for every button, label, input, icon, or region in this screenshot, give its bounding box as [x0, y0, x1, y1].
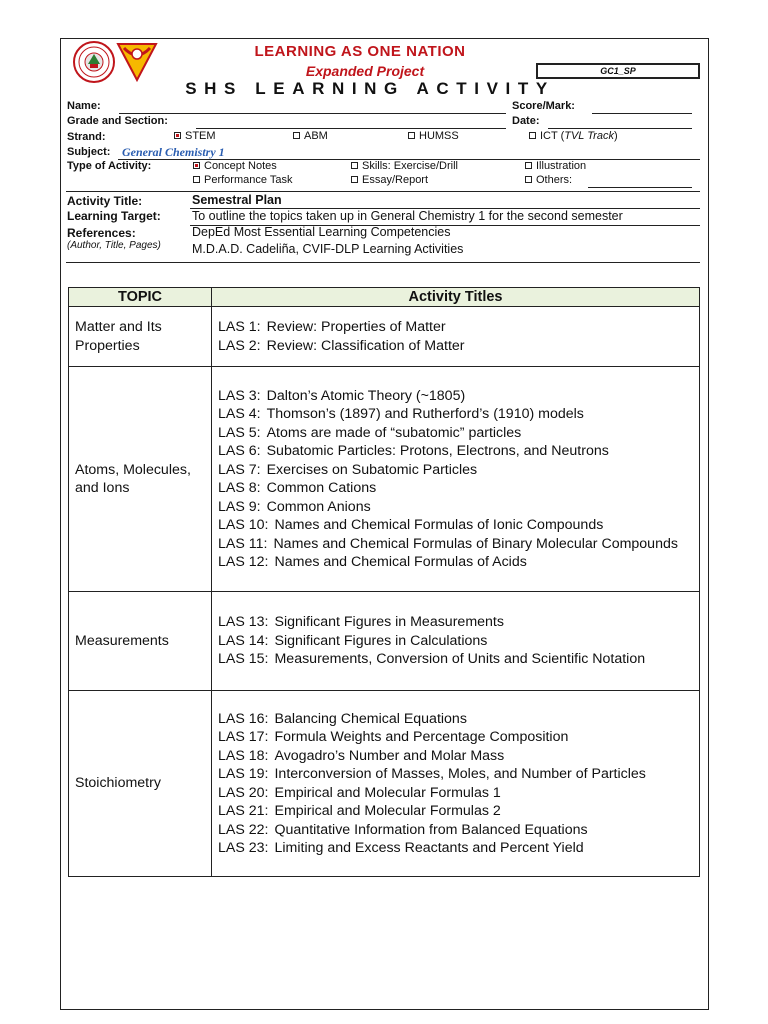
date-label: Date:	[512, 115, 540, 127]
topic-cell: Stoichiometry	[69, 691, 212, 877]
activity-title-value: Semestral Plan	[192, 193, 282, 207]
las-item: LAS 10: Names and Chemical Formulas of Ionic Compounds	[218, 517, 604, 533]
score-label: Score/Mark:	[512, 100, 575, 112]
las-item: LAS 13: Significant Figures in Measurements	[218, 614, 504, 631]
activity-cell	[212, 592, 700, 691]
las-item: LAS 21: Empirical and Molecular Formulas 2	[218, 803, 501, 819]
checkbox-stem[interactable]	[174, 132, 181, 139]
las-item: LAS 23: Limiting and Excess Reactants and Percent Yield	[218, 840, 584, 856]
checkbox-essay-report[interactable]	[351, 176, 358, 183]
las-item: LAS 1: Review: Properties of Matter	[218, 319, 446, 335]
grade-label: Grade and Section:	[67, 115, 168, 127]
topic-cell: Measurements	[69, 592, 212, 691]
activity-cell	[212, 691, 700, 877]
las-item: LAS 14: Significant Figures in Calculations	[218, 632, 488, 649]
checkbox-skills[interactable]	[351, 162, 358, 169]
learning-target-label: Learning Target:	[67, 209, 161, 223]
school-seal-logo	[72, 40, 116, 84]
las-item: LAS 16: Balancing Chemical Equations	[218, 710, 467, 727]
las-item: LAS 11: Names and Chemical Formulas of Binary Molecular Compounds	[218, 535, 678, 552]
strand-label: Strand:	[67, 131, 106, 143]
checkbox-performance-task[interactable]	[193, 176, 200, 183]
type-illustration[interactable]: Illustration	[525, 160, 586, 172]
checkbox-ict[interactable]	[529, 132, 536, 139]
table-row	[69, 367, 700, 592]
las-item: LAS 12: Names and Chemical Formulas of Acids	[218, 554, 527, 570]
las-item: LAS 18: Avogadro’s Number and Molar Mass	[218, 747, 505, 764]
type-others[interactable]: Others:	[525, 174, 572, 186]
column-header-topic: TOPIC	[69, 288, 212, 307]
learning-target-value: To outline the topics taken up in General Chemistry 1 for the second semester	[192, 209, 623, 223]
semestral-plan-table	[68, 287, 700, 877]
subject-value: General Chemistry 1	[122, 145, 225, 159]
checkbox-concept-notes[interactable]	[193, 162, 200, 169]
checkbox-humss[interactable]	[408, 132, 415, 139]
las-item: LAS 3: Dalton’s Atomic Theory (~1805)	[218, 387, 466, 404]
type-essay-report[interactable]: Essay/Report	[351, 174, 428, 186]
las-item: LAS 9: Common Anions	[218, 498, 371, 515]
activity-heading: SHS LEARNING ACTIVITY	[185, 79, 555, 98]
las-item: LAS 8: Common Cations	[218, 480, 377, 496]
date-field[interactable]	[548, 128, 692, 129]
type-skills[interactable]: Skills: Exercise/Drill	[351, 160, 458, 172]
table-row	[69, 691, 700, 877]
activity-title-label: Activity Title:	[67, 194, 143, 208]
subject-label: Subject:	[67, 146, 111, 158]
activity-cell	[212, 367, 700, 592]
grade-field[interactable]	[196, 128, 506, 129]
las-item: LAS 20: Empirical and Molecular Formulas 1	[218, 784, 501, 801]
name-field[interactable]	[119, 113, 506, 114]
las-item: LAS 4: Thomson’s (1897) and Rutherford’s (1910) models	[218, 406, 584, 422]
las-item: LAS 15: Measurements, Conversion of Units and Scientific Notation	[218, 651, 646, 668]
reference-item: DepEd Most Essential Learning Competencies	[192, 225, 451, 239]
activity-code: GC1_SP	[536, 63, 700, 79]
checkbox-abm[interactable]	[293, 132, 300, 139]
topic-cell: Matter and Its Properties	[69, 307, 212, 367]
strand-humss[interactable]: HUMSS	[408, 130, 459, 142]
las-item: LAS 19: Interconversion of Masses, Moles, and Number of Particles	[218, 766, 646, 782]
table-header-row	[69, 288, 700, 307]
reference-item: M.D.A.D. Cadeliña, CVIF-DLP Learning Activities	[192, 242, 464, 256]
strand-ict[interactable]: ICT (TVL Track)	[529, 130, 618, 142]
checkbox-illustration[interactable]	[525, 162, 532, 169]
column-header-activity-titles: Activity Titles	[212, 288, 700, 307]
las-item: LAS 7: Exercises on Subatomic Particles	[218, 461, 478, 478]
cvif-dlp-logo	[112, 40, 162, 82]
type-concept-notes[interactable]: Concept Notes	[193, 160, 277, 172]
header-title: LEARNING AS ONE NATION	[254, 43, 466, 60]
header-subtitle: Expanded Project	[305, 63, 425, 79]
las-item: LAS 17: Formula Weights and Percentage Composition	[218, 729, 569, 745]
divider-top	[66, 191, 700, 192]
references-sublabel: (Author, Title, Pages)	[67, 240, 161, 251]
strand-stem[interactable]: STEM	[174, 130, 216, 142]
las-item: LAS 6: Subatomic Particles: Protons, Electrons, and Neutrons	[218, 443, 609, 459]
las-item: LAS 2: Review: Classification of Matter	[218, 337, 465, 354]
table-row	[69, 592, 700, 691]
type-performance-task[interactable]: Performance Task	[193, 174, 292, 186]
divider-bottom	[66, 262, 700, 263]
name-label: Name:	[67, 100, 101, 112]
table-row	[69, 307, 700, 367]
las-item: LAS 5: Atoms are made of “subatomic” particles	[218, 424, 522, 441]
topic-cell: Atoms, Molecules, and Ions	[69, 367, 212, 592]
others-field[interactable]	[588, 187, 692, 188]
strand-abm[interactable]: ABM	[293, 130, 328, 142]
type-label: Type of Activity:	[67, 160, 152, 172]
score-field[interactable]	[592, 113, 692, 114]
checkbox-others[interactable]	[525, 176, 532, 183]
las-item: LAS 22: Quantitative Information from Balanced Equations	[218, 821, 588, 838]
activity-cell	[212, 307, 700, 367]
references-label: References:	[67, 226, 136, 240]
